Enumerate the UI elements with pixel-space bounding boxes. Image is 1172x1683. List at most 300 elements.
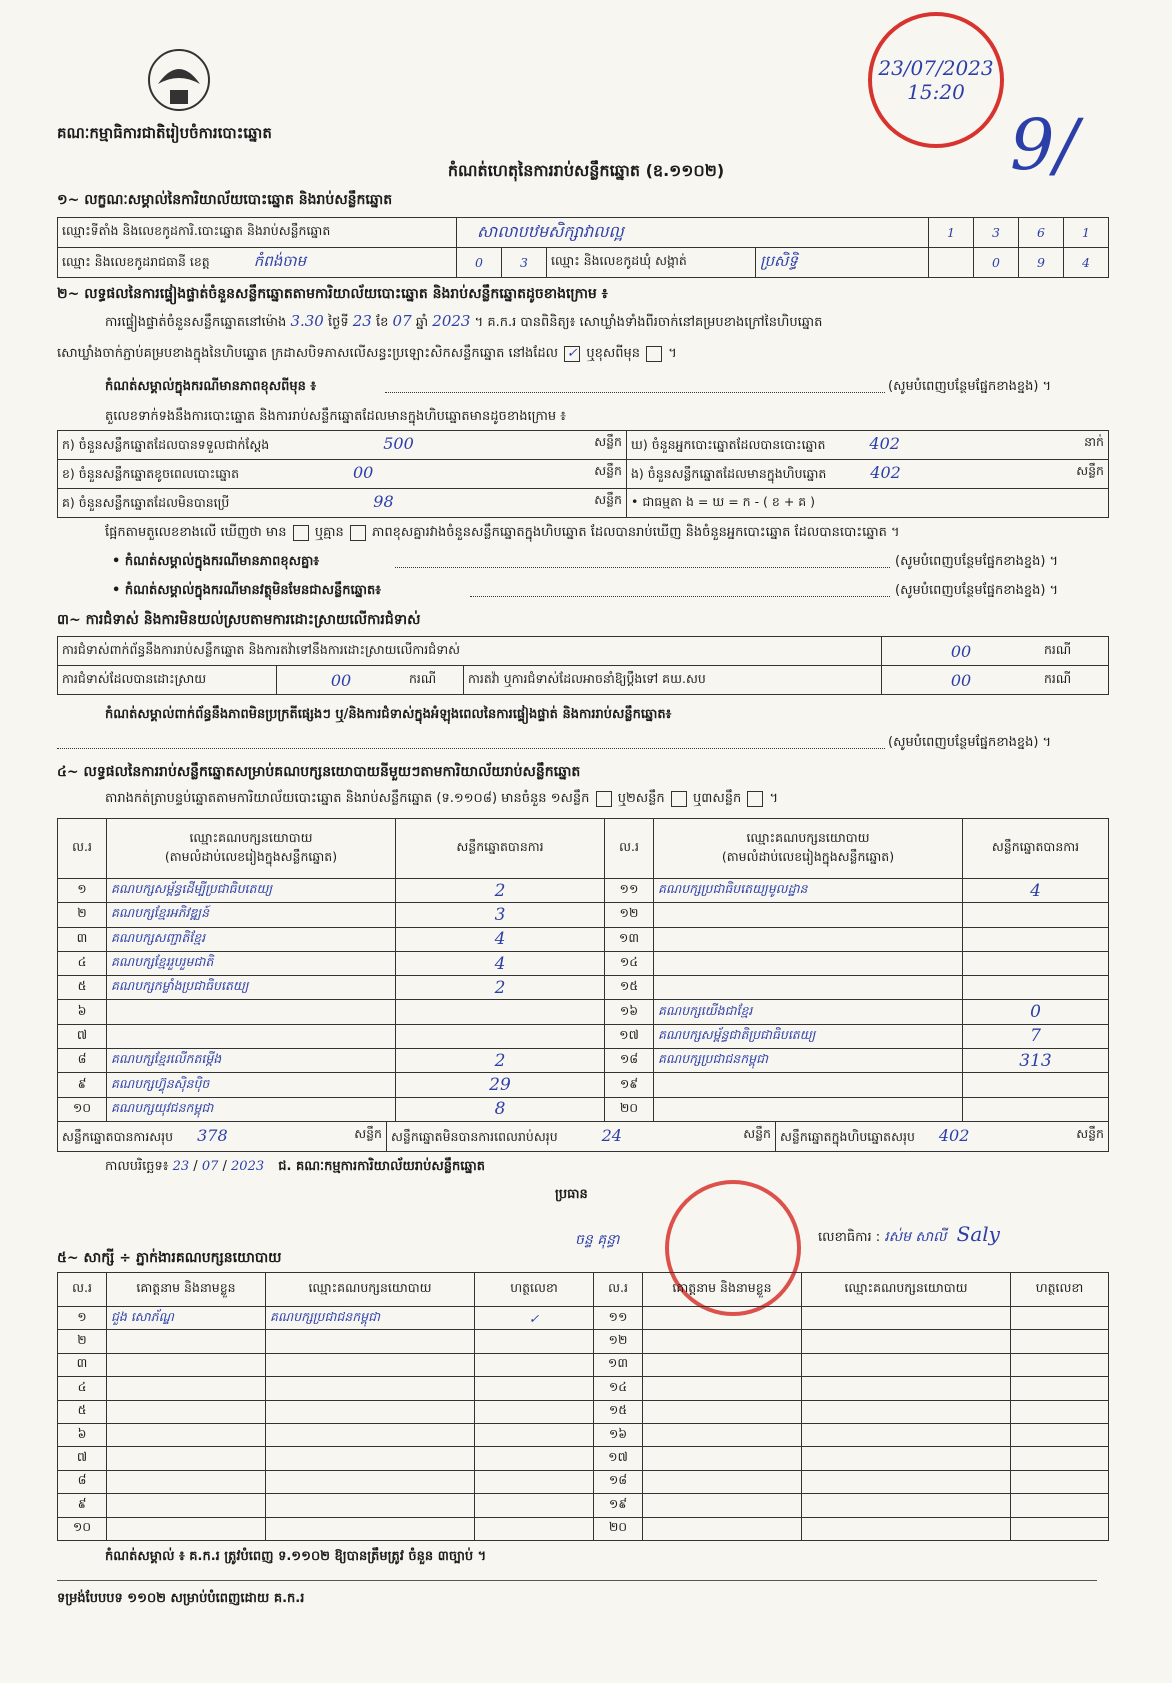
form-footer: ទម្រង់បែបបទ ១១០២ សម្រាប់បំពេញដោយ គ.ក.រ [57, 1591, 305, 1606]
results-no-left: ១០ [58, 1097, 107, 1121]
objection-label: ការជំទាស់ពាក់ព័ន្ធនឹងការរាប់សន្លឹកឆ្នោត និងការតវ៉ាទៅនឹងការដោះស្រាយលើការជំទាស់ [58, 637, 882, 666]
witness-row [58, 1447, 1109, 1470]
location-code-3: 6 [1019, 218, 1064, 248]
witness-sign-right [1011, 1377, 1109, 1400]
results-row [58, 976, 1109, 1000]
witness-name-right [643, 1353, 802, 1376]
witness-row [58, 1307, 1109, 1330]
party-header-text: ឈ្មោះគណបក្សនយោបាយ [189, 829, 313, 845]
total-invalid-label: សន្លឹកឆ្នោតមិនបានការពេលរាប់សរុប [391, 1128, 558, 1144]
authority-name: គណៈកម្មាធិការជាតិរៀបចំការបោះឆ្នោត [57, 124, 272, 142]
witness-name-left [107, 1330, 266, 1353]
witness-header-no-right: ល.រ [594, 1273, 643, 1307]
intro-text-a: តារាងកត់ត្រាបន្ទប់ឆ្នោតតាមការិយាល័យបោះឆ្នោត និងរាប់សន្លឹកឆ្នោត (ទ.១១០៨) មានចំនួន ១សន្លឹក [105, 791, 590, 806]
witness-name-right [643, 1423, 802, 1446]
location-code-1: 1 [929, 218, 974, 248]
results-votes-right [963, 951, 1109, 975]
witness-name-right [643, 1517, 802, 1540]
witness-sign-left [475, 1330, 594, 1353]
witness-party-right [802, 1470, 1011, 1493]
witness-party-left [266, 1353, 475, 1376]
witness-no-left: ៩ [58, 1494, 107, 1517]
chair-name: ចន្ទ គុន្ធា [575, 1232, 620, 1248]
results-party-right [654, 927, 963, 951]
total-box-label: សន្លឹកឆ្នោតក្នុងហិបឆ្នោតសរុប [780, 1128, 915, 1144]
footer-divider [57, 1580, 1097, 1581]
compare-text-a: ផ្អែកតាមតួលេខខាងលើ ឃើញថា មាន [105, 525, 287, 540]
figure-label-b: ខ) ចំនួនសន្លឹកឆ្នោតខូចពេលបោះឆ្នោត [62, 466, 240, 481]
official-stamp [868, 12, 1004, 148]
witness-name-left [107, 1377, 266, 1400]
figure-row-c [58, 489, 627, 518]
witness-party-right [802, 1330, 1011, 1353]
resolved-unit: ករណី [405, 666, 464, 695]
results-no-left: ៤ [58, 951, 107, 975]
witness-sign-right [1011, 1353, 1109, 1376]
bullet2-label: • កំណត់សម្គាល់ក្នុងករណីមានវត្ថុមិនមែនជាសន្លឹកឆ្នោត៖ [112, 583, 381, 598]
witness-row [58, 1517, 1109, 1540]
results-row [58, 1097, 1109, 1121]
results-votes-right [963, 1097, 1109, 1121]
witness-sign-right [1011, 1494, 1109, 1517]
figure-row-b [58, 460, 627, 489]
witness-no-left: ៥ [58, 1400, 107, 1423]
results-no-right: ១៦ [605, 1000, 654, 1024]
section2-heading: ២~ លទ្ធផលនៃការផ្ទៀងផ្ទាត់ចំនួនសន្លឹកឆ្នោតតាមការិយាល័យបោះឆ្នោត និងរាប់សន្លឹកឆ្នោតដូចខាងក្រោម ៖ [57, 286, 608, 302]
results-header-votes-right: សន្លឹកឆ្នោតបានការ [963, 819, 1109, 879]
same-checkbox[interactable] [564, 346, 580, 362]
para2-text-c: ។ [668, 346, 677, 361]
figure-unit-b: សន្លឹក [594, 463, 622, 478]
results-row [58, 1049, 1109, 1073]
witness-party-left [266, 1400, 475, 1423]
total-box-cell [776, 1122, 1109, 1152]
witness-row [58, 1400, 1109, 1423]
results-party-left: គណបក្សសញ្ជាតិខ្មែរ [107, 927, 396, 951]
location-code-2: 3 [974, 218, 1019, 248]
total-valid-label: សន្លឹកឆ្នោតបានការសរុប [62, 1128, 174, 1144]
witness-party-right [802, 1447, 1011, 1470]
province-cell [58, 248, 457, 278]
section2-para2 [57, 345, 677, 364]
witness-row [58, 1423, 1109, 1446]
witness-name-right [643, 1377, 802, 1400]
diff-note-dots [385, 378, 885, 393]
witness-name-left [107, 1517, 266, 1540]
results-party-left: គណបក្សកម្លាំងប្រជាធិបតេយ្យ [107, 976, 396, 1000]
signing-month: 07 [201, 1159, 219, 1174]
emblem-icon [140, 44, 218, 120]
witness-no-left: ៧ [58, 1447, 107, 1470]
total-valid-unit: សន្លឹក [354, 1125, 382, 1141]
party-header-sub-right: (តាមលំដាប់លេខរៀងក្នុងសន្លឹកឆ្នោត) [721, 848, 895, 864]
witness-sign-right [1011, 1423, 1109, 1446]
results-votes-left: 4 [396, 951, 605, 975]
no-diff-checkbox[interactable] [350, 525, 366, 541]
witness-name-left [107, 1494, 266, 1517]
document-title: កំណត់ហេតុនៃការរាប់សន្លឹកឆ្នោត (ឧ.១១០២) [447, 161, 725, 180]
bullet2-fill: (សូមបំពេញបន្ថែមផ្នែកខាងខ្នង) ។ [895, 583, 1059, 598]
party-header-text-right: ឈ្មោះគណបក្សនយោបាយ [746, 829, 870, 845]
witness-row [58, 1470, 1109, 1493]
province-value: កំពង់ចាម [253, 251, 307, 270]
results-party-left: គណបក្សយុវជនកម្ពុជា [107, 1097, 396, 1121]
witness-party-right [802, 1353, 1011, 1376]
signing-date-label: កាលបរិច្ឆេទ៖ [105, 1159, 169, 1174]
figure-unit-c: សន្លឹក [594, 492, 622, 507]
figure-unit-d: នាក់ [1084, 434, 1104, 449]
results-row [58, 1073, 1109, 1097]
witness-header-no-left: ល.រ [58, 1273, 107, 1307]
section1-table [57, 217, 1109, 278]
results-no-left: ៦ [58, 1000, 107, 1024]
results-votes-left: 4 [396, 927, 605, 951]
intro-text-d: ។ [769, 791, 779, 806]
results-header-votes-left: សន្លឹកឆ្នោតបានការ [396, 819, 605, 879]
witness-row [58, 1377, 1109, 1400]
results-votes-right: 0 [963, 1000, 1109, 1024]
results-no-right: ១៥ [605, 976, 654, 1000]
witness-sign-left [475, 1470, 594, 1493]
results-no-left: ២ [58, 903, 107, 927]
secretary-label: លេខាធិការ [818, 1230, 872, 1245]
compare-text-b: ឬគ្មាន [314, 525, 344, 540]
witness-no-right: ១៣ [594, 1353, 643, 1376]
witness-party-left [266, 1447, 475, 1470]
figure-value-c: 98 [373, 492, 394, 511]
results-party-right: គណបក្សយើងជាខ្មែរ [654, 1000, 963, 1024]
results-intro [105, 790, 778, 809]
witness-party-left [266, 1470, 475, 1493]
results-party-right: គណបក្សប្រជាធិបតេយ្យមូលដ្ឋាន [654, 879, 963, 903]
witness-no-left: ៣ [58, 1353, 107, 1376]
results-no-left: ៨ [58, 1049, 107, 1073]
same-check-mark: ✓ [566, 345, 578, 361]
total-invalid-unit: សន្លឹក [743, 1125, 771, 1141]
witness-name-right [643, 1494, 802, 1517]
resolved-label: ការជំទាស់ដែលបានដោះស្រាយ [58, 666, 277, 695]
results-party-right [654, 903, 963, 927]
results-no-right: ១១ [605, 879, 654, 903]
witness-no-right: ១៩ [594, 1494, 643, 1517]
results-no-right: ១២ [605, 903, 654, 927]
irregularity-note: កំណត់សម្គាល់ពាក់ព័ន្ធនឹងភាពមិនប្រក្រតីផ្សេងៗ ឬ/និងការជំទាស់ក្នុងអំឡុងពេលនៃការផ្ទៀងផ្ទាត់ និងការរាប់សន្លឹកឆ្នោត៖ [105, 707, 672, 722]
verify-year: 2023 [432, 312, 471, 330]
witness-no-left: ៤ [58, 1377, 107, 1400]
resolved-value: 00 [277, 666, 406, 695]
results-votes-right [963, 903, 1109, 927]
results-header-no-right: ល.រ [605, 819, 654, 879]
total-invalid-value: 24 [601, 1125, 622, 1145]
results-party-right: គណបក្សសម្ព័ន្ធជាតិប្រជាធិបតេយ្យ [654, 1024, 963, 1048]
witness-sign-left: ✓ [475, 1307, 594, 1330]
total-box-value: 402 [938, 1125, 970, 1145]
results-totals [57, 1121, 1109, 1152]
witness-no-right: ១៧ [594, 1447, 643, 1470]
witness-name-right [643, 1307, 802, 1330]
witness-no-right: ១១ [594, 1307, 643, 1330]
figure-label-d: ឃ) ចំនួនអ្នកបោះឆ្នោតដែលបានបោះឆ្នោត [631, 437, 826, 452]
results-no-right: ១៩ [605, 1073, 654, 1097]
province-code-1: 0 [457, 248, 502, 278]
results-party-left [107, 1024, 396, 1048]
witness-party-right [802, 1494, 1011, 1517]
results-party-right: គណបក្សប្រជាជនកម្ពុជា [654, 1049, 963, 1073]
commune-label: ឈ្មោះ និងលេខកូដឃុំ សង្កាត់ [547, 248, 756, 278]
results-votes-left: 2 [396, 879, 605, 903]
diff-note-fill: (សូមបំពេញបន្ថែមផ្នែកខាងខ្នង) ។ [888, 379, 1052, 394]
results-votes-right [963, 927, 1109, 951]
figure-formula: • ជាធម្មតា ង = ឃ = ក - ( ខ + គ ) [627, 489, 1109, 518]
chair-label: ប្រធាន [555, 1187, 588, 1202]
witness-party-right [802, 1307, 1011, 1330]
results-votes-left: 29 [396, 1073, 605, 1097]
bullet2-dots [470, 582, 890, 597]
commune-code-3: 4 [1064, 248, 1109, 278]
results-row [58, 1000, 1109, 1024]
results-votes-left: 8 [396, 1097, 605, 1121]
compare-text-c: ភាពខុសគ្នារវាងចំនួនសន្លឹកឆ្នោតក្នុងហិបឆ្នោត ដែលបានរាប់ឃើញ និងចំនួនអ្នកបោះឆ្នោត ដែលបានបោះឆ្នោត ។ [372, 525, 900, 540]
witness-no-left: ២ [58, 1330, 107, 1353]
witness-sign-right [1011, 1470, 1109, 1493]
witness-sign-right [1011, 1517, 1109, 1540]
para1-text-e: ។ គ.ក.រ បានពិនិត្យ៖ សោឃ្លាំងទាំងពីរចាក់នៅគម្របខាងក្រៅនៃហិបឆ្នោត [474, 315, 823, 330]
results-no-left: ៥ [58, 976, 107, 1000]
appeal-label: ការតវ៉ា ឬការជំទាស់ដែលអាចនាំឱ្យប្តឹងទៅ គឃ.សប [464, 666, 882, 695]
para2-text-a: សោឃ្លាំងចាក់ភ្ជាប់គម្របខាងក្នុងនៃហិបឆ្នោត ក្រដាសបិទភាសលើសន្ធះប្រឡោះសិកសន្លឹកឆ្នោត នៅងដែល [57, 346, 559, 361]
signer-org: ជ. គណៈកម្មការការិយាល័យរាប់សន្លឹកឆ្នោត [278, 1159, 485, 1174]
witness-sign-left [475, 1494, 594, 1517]
objection-unit: ករណី [1040, 637, 1109, 666]
total-valid-cell [58, 1122, 387, 1152]
witness-no-left: ១០ [58, 1517, 107, 1540]
witness-no-right: ១២ [594, 1330, 643, 1353]
bullet1-fill: (សូមបំពេញបន្ថែមផ្នែកខាងខ្នង) ។ [895, 554, 1059, 569]
location-value: សាលាបឋមសិក្សាវាលល្អ [457, 218, 929, 248]
results-no-left: ៣ [58, 927, 107, 951]
results-votes-right: 7 [963, 1024, 1109, 1048]
compare-line [105, 524, 900, 543]
results-party-left [107, 1000, 396, 1024]
results-votes-left [396, 1000, 605, 1024]
results-header-party-right [654, 819, 963, 879]
witness-party-left [266, 1423, 475, 1446]
irregularity-fill: (សូមបំពេញបន្ថែមផ្នែកខាងខ្នង) ។ [888, 735, 1052, 750]
witness-party-left [266, 1330, 475, 1353]
witness-header-name-left: គោត្តនាម និងនាមខ្លួន [107, 1273, 266, 1307]
results-no-right: ១៧ [605, 1024, 654, 1048]
signing-day: 23 [172, 1159, 190, 1174]
witness-party-right [802, 1400, 1011, 1423]
witness-name-left: ជួង សោភ័ណ្ឌ [107, 1307, 266, 1330]
results-no-right: ២០ [605, 1097, 654, 1121]
two-sheet-checkbox[interactable] [671, 791, 687, 807]
witness-name-right [643, 1330, 802, 1353]
verify-day: 23 [352, 312, 372, 330]
witness-no-right: ២០ [594, 1517, 643, 1540]
results-party-right [654, 951, 963, 975]
witness-header-party-left: ឈ្មោះគណបក្សនយោបាយ [266, 1273, 475, 1307]
witness-party-left [266, 1494, 475, 1517]
witness-party-right [802, 1377, 1011, 1400]
para1-text-b: ថ្ងៃទី [327, 315, 349, 330]
different-checkbox[interactable] [646, 346, 662, 362]
results-no-right: ១៨ [605, 1049, 654, 1073]
witness-table [57, 1272, 1109, 1541]
verify-time: 3.30 [290, 312, 324, 330]
witness-row [58, 1330, 1109, 1353]
results-votes-right: 4 [963, 879, 1109, 903]
witness-sign-right [1011, 1447, 1109, 1470]
results-party-left: គណបក្សខ្មែររួបរួមជាតិ [107, 951, 396, 975]
has-diff-checkbox[interactable] [293, 525, 309, 541]
secretary-line: លេខាធិការ : រស់ម សាលី Saly [818, 1222, 1000, 1246]
figure-value-b: 00 [353, 463, 374, 482]
witness-party-right [802, 1517, 1011, 1540]
province-label: ឈ្មោះ និងលេខកូដរាជធានី ខេត្ត [62, 253, 210, 269]
results-header-party-left [107, 819, 396, 879]
results-votes-left [396, 1024, 605, 1048]
results-no-right: ១៣ [605, 927, 654, 951]
diff-note-label: កំណត់សម្គាល់ក្នុងករណីមានភាពខុសពីមុន ៖ [105, 379, 317, 394]
location-code-4: 1 [1064, 218, 1109, 248]
para1-text-a: ការផ្ទៀងផ្ទាត់ចំនួនសន្លឹកឆ្នោតនៅម៉ោង [105, 315, 287, 330]
results-votes-right: 313 [963, 1049, 1109, 1073]
results-party-left: គណបក្សហ៊្វុនស៊ិនប៉ិច [107, 1073, 396, 1097]
results-row [58, 903, 1109, 927]
witness-name-right [643, 1447, 802, 1470]
witness-sign-right [1011, 1400, 1109, 1423]
results-header-no-left: ល.រ [58, 819, 107, 879]
witness-name-right [643, 1470, 802, 1493]
results-party-right [654, 1097, 963, 1121]
objection-value: 00 [882, 637, 1041, 666]
figure-unit-e: សន្លឹក [1076, 463, 1104, 478]
witness-name-left [107, 1400, 266, 1423]
results-table [57, 818, 1109, 1122]
intro-text-b: ឬ២សន្លឹក [617, 791, 665, 806]
results-no-left: ៩ [58, 1073, 107, 1097]
results-row [58, 1024, 1109, 1048]
results-no-right: ១៤ [605, 951, 654, 975]
results-votes-left: 3 [396, 903, 605, 927]
commune-value: ប្រសិទ្ធិ [756, 248, 929, 278]
witness-no-right: ១៤ [594, 1377, 643, 1400]
section1-heading: ១~ លក្ខណៈសម្គាល់នៃការិយាល័យបោះឆ្នោត និងរាប់សន្លឹកឆ្នោត [57, 192, 393, 208]
commune-code-1: 0 [974, 248, 1019, 278]
figure-row-a [58, 431, 627, 460]
results-no-left: ៧ [58, 1024, 107, 1048]
footnote: កំណត់សម្គាល់ ៖ គ.ក.រ ត្រូវបំពេញ ទ.១១០២ ឱ្យបានត្រឹមត្រូវ ចំនួន ៣ច្បាប់ ។ [105, 1549, 487, 1564]
signing-year: 2023 [231, 1159, 265, 1174]
section5-heading: ៥~ សាក្សី ÷ ភ្នាក់ងារគណបក្សនយោបាយ [57, 1250, 282, 1266]
results-votes-left: 2 [396, 976, 605, 1000]
results-votes-right [963, 1073, 1109, 1097]
results-party-left: គណបក្សសម្ព័ន្ធដើម្បីប្រជាធិបតេយ្យ [107, 879, 396, 903]
commune-code-2: 9 [1019, 248, 1064, 278]
one-sheet-checkbox[interactable] [596, 791, 612, 807]
witness-no-right: ១៨ [594, 1470, 643, 1493]
witness-party-right [802, 1423, 1011, 1446]
figure-label-c: គ) ចំនួនសន្លឹកឆ្នោតដែលមិនបានប្រើ [62, 495, 230, 510]
figure-unit-a: សន្លឹក [594, 434, 622, 449]
signing-date-line: កាលបរិច្ឆេទ៖ 23 / 07 / 2023 ជ. គណៈកម្មការការិយាល័យរាប់សន្លឹកឆ្នោត [105, 1159, 485, 1174]
witness-name-left [107, 1447, 266, 1470]
bullet1-dots [395, 553, 890, 568]
witness-party-left [266, 1377, 475, 1400]
results-votes-right [963, 976, 1109, 1000]
results-no-left: ១ [58, 879, 107, 903]
figure-row-d [627, 431, 1109, 460]
figure-label-a: ក) ចំនួនសន្លឹកឆ្នោតដែលបានទទួលជាក់ស្តែង [62, 437, 270, 452]
witness-no-right: ១៦ [594, 1423, 643, 1446]
para1-text-c: ខែ [376, 315, 389, 330]
section4-heading: ៤~ លទ្ធផលនៃការរាប់សន្លឹកឆ្នោតសម្រាប់គណបក្សនយោបាយនីមួយៗតាមការិយាល័យរាប់សន្លឹកឆ្នោត [57, 764, 581, 780]
witness-sign-right [1011, 1307, 1109, 1330]
figure-value-a: 500 [383, 434, 414, 453]
bullet1-label: • កំណត់សម្គាល់ក្នុងករណីមានភាពខុសគ្នា៖ [112, 554, 320, 569]
appeal-value: 00 [882, 666, 1041, 695]
total-valid-value: 378 [197, 1125, 228, 1145]
witness-sign-left [475, 1353, 594, 1376]
party-header-sub: (តាមលំដាប់លេខរៀងក្នុងសន្លឹកឆ្នោត) [164, 848, 338, 864]
figures-intro: តួលេខទាក់ទងនឹងការបោះឆ្នោត និងការរាប់សន្លឹកឆ្នោតដែលមានក្នុងហិបឆ្នោតមានដូចខាងក្រោម ៖ [105, 409, 566, 424]
witness-row [58, 1353, 1109, 1376]
witness-header-name-right: គោត្តនាម និងនាមខ្លួន [643, 1273, 802, 1307]
witness-sign-left [475, 1377, 594, 1400]
three-sheet-checkbox[interactable] [747, 791, 763, 807]
results-votes-left: 2 [396, 1049, 605, 1073]
location-label: ឈ្មោះទីតាំង និងលេខកូដការិ.បោះឆ្នោត និងរាប់សន្លឹកឆ្នោត [58, 218, 457, 248]
irregularity-dots [57, 734, 885, 749]
para2-text-b: ឬខុសពីមុន [586, 346, 640, 361]
witness-name-left [107, 1423, 266, 1446]
results-party-left: គណបក្សខ្មែរអភិវឌ្ឍន៍ [107, 903, 396, 927]
witness-sign-left [475, 1447, 594, 1470]
stamp-time: 15:20 [907, 80, 965, 104]
witness-no-left: ៦ [58, 1423, 107, 1446]
witness-party-left [266, 1517, 475, 1540]
witness-row [58, 1494, 1109, 1517]
witness-name-right [643, 1400, 802, 1423]
stamp-date: 23/07/2023 [878, 56, 994, 80]
results-row [58, 951, 1109, 975]
verify-month: 07 [392, 312, 412, 330]
figure-label-e: ង) ចំនួនសន្លឹកឆ្នោតដែលមានក្នុងហិបឆ្នោត [631, 466, 827, 481]
section3-heading: ៣~ ការជំទាស់ និងការមិនយល់ស្របតាមការដោះស្រាយលើការជំទាស់ [57, 612, 421, 628]
witness-no-right: ១៥ [594, 1400, 643, 1423]
objection-table [57, 636, 1109, 695]
witness-party-left: គណបក្សប្រជាជនកម្ពុជា [266, 1307, 475, 1330]
secretary-name: រស់ម សាលី [884, 1229, 947, 1245]
commune-code-blank [929, 248, 974, 278]
witness-header-sign-left: ហត្ថលេខា [475, 1273, 594, 1307]
province-code-2: 3 [502, 248, 547, 278]
results-party-right [654, 976, 963, 1000]
para1-text-d: ឆ្នាំ [415, 315, 429, 330]
witness-name-left [107, 1353, 266, 1376]
figure-value-d: 402 [869, 434, 900, 453]
witness-sign-left [475, 1517, 594, 1540]
witness-header-sign-right: ហត្ថលេខា [1011, 1273, 1109, 1307]
total-invalid-cell [387, 1122, 776, 1152]
witness-no-left: ១ [58, 1307, 107, 1330]
intro-text-c: ឬ៣សន្លឹក [692, 791, 742, 806]
appeal-unit: ករណី [1040, 666, 1109, 695]
witness-sign-right [1011, 1330, 1109, 1353]
results-party-left: គណបក្សខ្មែរលើកតម្កើង [107, 1049, 396, 1073]
figures-table [57, 430, 1109, 518]
